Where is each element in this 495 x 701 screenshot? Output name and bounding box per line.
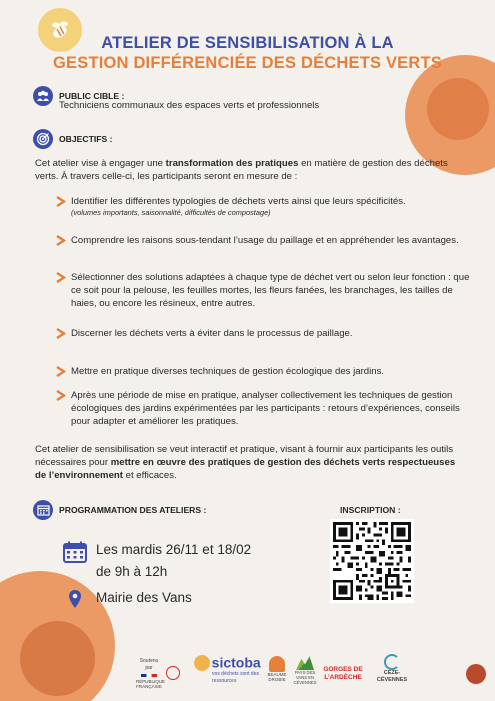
ceze-logo — [370, 654, 414, 684]
title-line-2: GESTION DIFFÉRENCIÉE DES DÉCHETS VERTS — [53, 54, 442, 72]
objective-item — [56, 389, 476, 428]
inscription-label: INSCRIPTION : — [340, 505, 401, 515]
objective-item — [56, 234, 476, 247]
programmation-header — [33, 500, 206, 520]
decorative-circle — [427, 78, 489, 140]
objective-text: Sélectionner des solutions adaptées à chaque type de déchet vert ou selon leur fonction : que ce soit pour la pelouse, les feuilles mortes, les fleurs fanées, les branchages, les tailles de haies, ou encore les résineux, entre autres. — [71, 272, 470, 309]
intro-text: en matière de gestion des déchets verts. À travers celle-ci, les participants seront en mesure de : — [35, 158, 448, 182]
beaume-logo — [266, 656, 288, 682]
objectives-header — [33, 129, 112, 149]
state-name: RÉPUBLIQUE FRANÇAISE — [136, 679, 166, 689]
page-title — [0, 34, 495, 73]
objective-text: Après une période de mise en pratique, analyser collectivement les techniques de gestion écologiques des jardins expérimentées par les participants : retours d’expériences, conseils pour adapter et améliorer les pratiques. — [71, 390, 460, 427]
sictoba-logo — [194, 655, 264, 685]
chevron-right-icon — [56, 196, 66, 207]
ademe-logo — [166, 666, 180, 680]
objective-item — [56, 195, 476, 218]
college-logo — [466, 664, 486, 684]
session-hours: de 9h à 12h — [96, 564, 168, 579]
qr-code-icon[interactable] — [330, 519, 414, 603]
pays-vans-logo — [292, 656, 318, 685]
chevron-right-icon — [56, 366, 66, 377]
calendar-icon — [33, 500, 53, 520]
objective-text: Discerner les déchets verts à éviter dans le processus de paillage. — [71, 328, 353, 339]
session-place: Mairie des Vans — [96, 590, 192, 605]
objective-note: (volumes importants, saisonnalité, difficultés de compostage) — [71, 208, 271, 217]
sictoba-name: sictoba — [211, 654, 261, 671]
conclusion-text: et efficaces. — [122, 470, 177, 481]
sictoba-icon — [194, 655, 210, 671]
intro-text: Cet atelier vise à engager une — [35, 158, 166, 169]
pays-vans-name: PAYS DES VANS EN CÉVENNES — [293, 670, 317, 685]
target-icon — [33, 129, 53, 149]
conclusion — [35, 443, 465, 482]
calendar-icon — [63, 541, 87, 563]
public-text: Techniciens communaux des espaces verts et professionnels — [59, 100, 320, 111]
gorges-logo — [322, 666, 364, 682]
conclusion-bold: mettre en œuvre des pratiques de gestion des déchets verts respectueuses de l’environnement — [35, 457, 456, 481]
session-dates: Les mardis 26/11 et 18/02 — [96, 542, 252, 557]
finance-label: Soutenu par — [139, 658, 159, 671]
objective-item — [56, 271, 476, 310]
beaume-name: BEAUME DROBIE — [267, 672, 287, 682]
location-pin-icon — [68, 589, 82, 609]
partner-logos — [130, 652, 495, 696]
programmation-label: PROGRAMMATION DES ATELIERS : — [59, 505, 207, 515]
objectives-intro — [35, 157, 465, 183]
conclusion-text: Cet atelier de sensibilisation se veut interactif et pratique, visant à fournir aux participants les outils nécessaires pour — [35, 444, 454, 468]
decorative-circle — [20, 621, 95, 696]
intro-bold: transformation des pratiques — [165, 158, 299, 169]
objective-item — [56, 327, 476, 340]
objective-text: Identifier les différentes typologies de déchets verts ainsi que leurs spécificités. — [71, 196, 406, 207]
title-line-1: ATELIER DE SENSIBILISATION À LA — [101, 34, 394, 52]
objective-text: Mettre en pratique diverses techniques de gestion écologique des jardins. — [71, 366, 385, 377]
sictoba-tagline: vos déchets sont des ressources — [212, 671, 259, 684]
public-label: PUBLIC CIBLE : — [59, 91, 125, 101]
ceze-name: CÈZE-CÉVENNES — [376, 670, 408, 683]
objective-text: Comprendre les raisons sous-tendant l’usage du paillage et en appréhender les avantages. — [71, 235, 459, 246]
objectives-label: OBJECTIFS : — [59, 134, 113, 144]
chevron-right-icon — [56, 235, 66, 246]
people-icon — [33, 86, 53, 106]
chevron-right-icon — [56, 390, 66, 401]
gorges-name: GORGES DE L’ARDÈCHE — [323, 666, 363, 681]
chevron-right-icon — [56, 272, 66, 283]
objective-item — [56, 365, 476, 378]
chevron-right-icon — [56, 328, 66, 339]
state-logo — [136, 658, 166, 689]
